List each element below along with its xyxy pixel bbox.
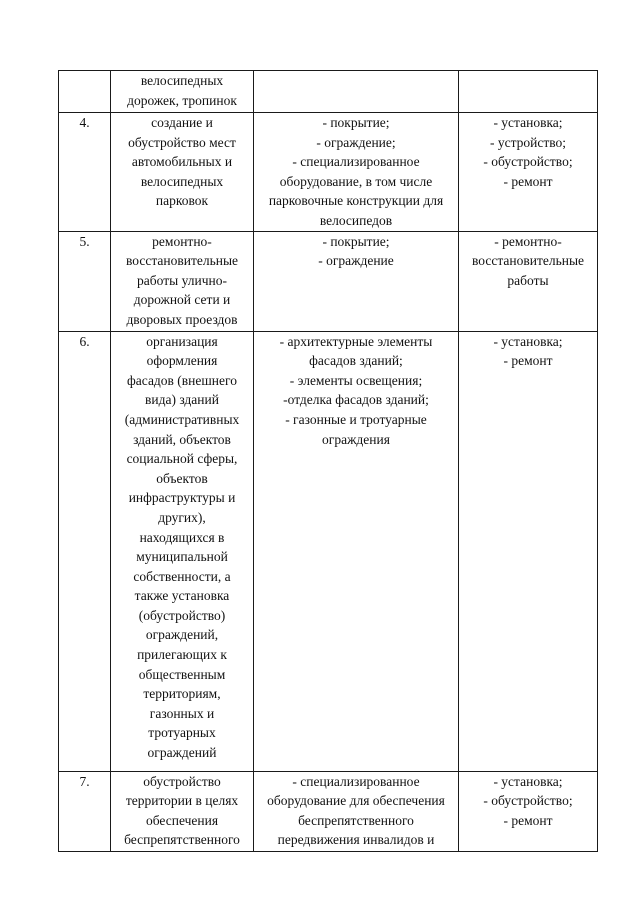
works-cell [459, 71, 598, 113]
cell-line: - ремонт [503, 812, 553, 828]
cell-line: дворовых проездов [126, 311, 238, 327]
cell-line: - обустройство; [483, 793, 573, 809]
cell-line: беспрепятственного [124, 832, 240, 848]
cell-line: -отделка фасадов зданий; [283, 392, 429, 408]
cell-line: также установка [134, 588, 230, 604]
cell-line: фасадов (внешнего [127, 372, 237, 388]
works-cell [459, 771, 598, 851]
table-row [59, 331, 598, 771]
cell-line: дорожек, тропинок [127, 92, 237, 108]
cell-line: организация [146, 333, 218, 349]
elements-cell [254, 231, 459, 331]
cell-line: (административных [124, 411, 240, 427]
cell-line: ограждения [322, 431, 390, 447]
cell-line: - обустройство; [483, 154, 573, 170]
table-row [59, 771, 598, 851]
cell-line: - установка; [493, 115, 563, 130]
cell-line: - устройство; [489, 134, 567, 150]
cell-line: ограждений, [145, 627, 219, 643]
cell-line: беспрепятственного [298, 812, 414, 828]
object-cell [111, 231, 254, 331]
cell-line: территориям, [143, 686, 221, 702]
cell-line: фасадов зданий; [309, 353, 403, 369]
object-cell [111, 331, 254, 771]
cell-line: велосипедных [140, 73, 224, 88]
cell-line: - ограждение; [316, 134, 396, 150]
row-number: 6. [79, 333, 90, 349]
cell-line: оформления [146, 353, 218, 369]
cell-line: зданий, объектов [133, 431, 231, 447]
cell-line: - ремонт [503, 173, 553, 189]
table-body [59, 71, 598, 852]
cell-line: - архитектурные элементы [279, 333, 433, 349]
cell-line: велосипедов [319, 212, 393, 228]
cell-line: передвижения инвалидов и [277, 832, 435, 848]
row-number-cell [59, 113, 111, 232]
cell-line: парковочные конструкции для [268, 193, 444, 209]
cell-line: - установка; [493, 333, 563, 349]
cell-line: (обустройство) [138, 607, 226, 623]
cell-line: ремонтно- [152, 233, 212, 249]
elements-cell [254, 71, 459, 113]
row-number: 5. [79, 233, 90, 249]
elements-cell [254, 331, 459, 771]
cell-line: муниципальной [136, 549, 228, 565]
cell-line: обустройство [143, 773, 221, 789]
cell-line: восстановительные [471, 253, 585, 269]
cell-line: - покрытие; [322, 233, 390, 249]
cell-line: - покрытие; [322, 115, 390, 130]
object-cell [111, 71, 254, 113]
works-cell [459, 331, 598, 771]
table-row [59, 231, 598, 331]
cell-line: тротуарных [148, 725, 216, 741]
cell-line: восстановительные [125, 253, 239, 269]
cell-line: объектов [156, 470, 208, 486]
cell-line: - установка; [493, 773, 563, 789]
cell-line: - газонные и тротуарные [285, 411, 427, 427]
cell-line: - элементы освещения; [289, 372, 423, 388]
cell-line: инфраструктуры и [128, 490, 236, 506]
table-row [59, 113, 598, 232]
cell-line: собственности, а [133, 568, 231, 584]
cell-line: работы улично- [137, 272, 227, 288]
cell-line: оборудование, в том числе [279, 173, 433, 189]
cell-line: дорожной сети и [133, 292, 231, 308]
elements-cell [254, 771, 459, 851]
cell-line: прилегающих к [137, 647, 227, 663]
row-number: 4. [79, 115, 90, 130]
cell-line: автомобильных и [131, 154, 233, 170]
cell-line: социальной сферы, [126, 451, 238, 467]
cell-line: - ремонт [503, 353, 553, 369]
cell-line: - специализированное [292, 773, 420, 789]
cell-line: обустройство мест [128, 134, 236, 150]
row-number-cell [59, 231, 111, 331]
table-row [59, 71, 598, 113]
row-number: 7. [79, 773, 90, 789]
cell-line: оборудование для обеспечения [267, 793, 445, 809]
cell-line: общественным [138, 666, 226, 682]
cell-line: - ограждение [318, 253, 394, 269]
cell-line: велосипедных [140, 173, 224, 189]
cell-line: создание и [151, 115, 213, 130]
cell-line: находящихся в [139, 529, 225, 545]
cell-line: парковок [155, 193, 209, 209]
cell-line: территории в целях [125, 793, 239, 809]
cell-line: газонных и [149, 705, 215, 721]
cell-line: - ремонтно- [494, 233, 562, 249]
works-cell [459, 113, 598, 232]
works-table [58, 70, 598, 852]
works-cell [459, 231, 598, 331]
cell-line: работы [507, 272, 549, 288]
cell-line: - специализированное [292, 154, 420, 170]
cell-line: других), [158, 509, 206, 525]
elements-cell [254, 113, 459, 232]
cell-line: вида) зданий [145, 392, 219, 408]
object-cell [111, 113, 254, 232]
row-number-cell [59, 331, 111, 771]
cell-line: ограждений [147, 745, 217, 761]
row-number-cell [59, 71, 111, 113]
object-cell [111, 771, 254, 851]
row-number-cell [59, 771, 111, 851]
cell-line: обеспечения [145, 812, 219, 828]
